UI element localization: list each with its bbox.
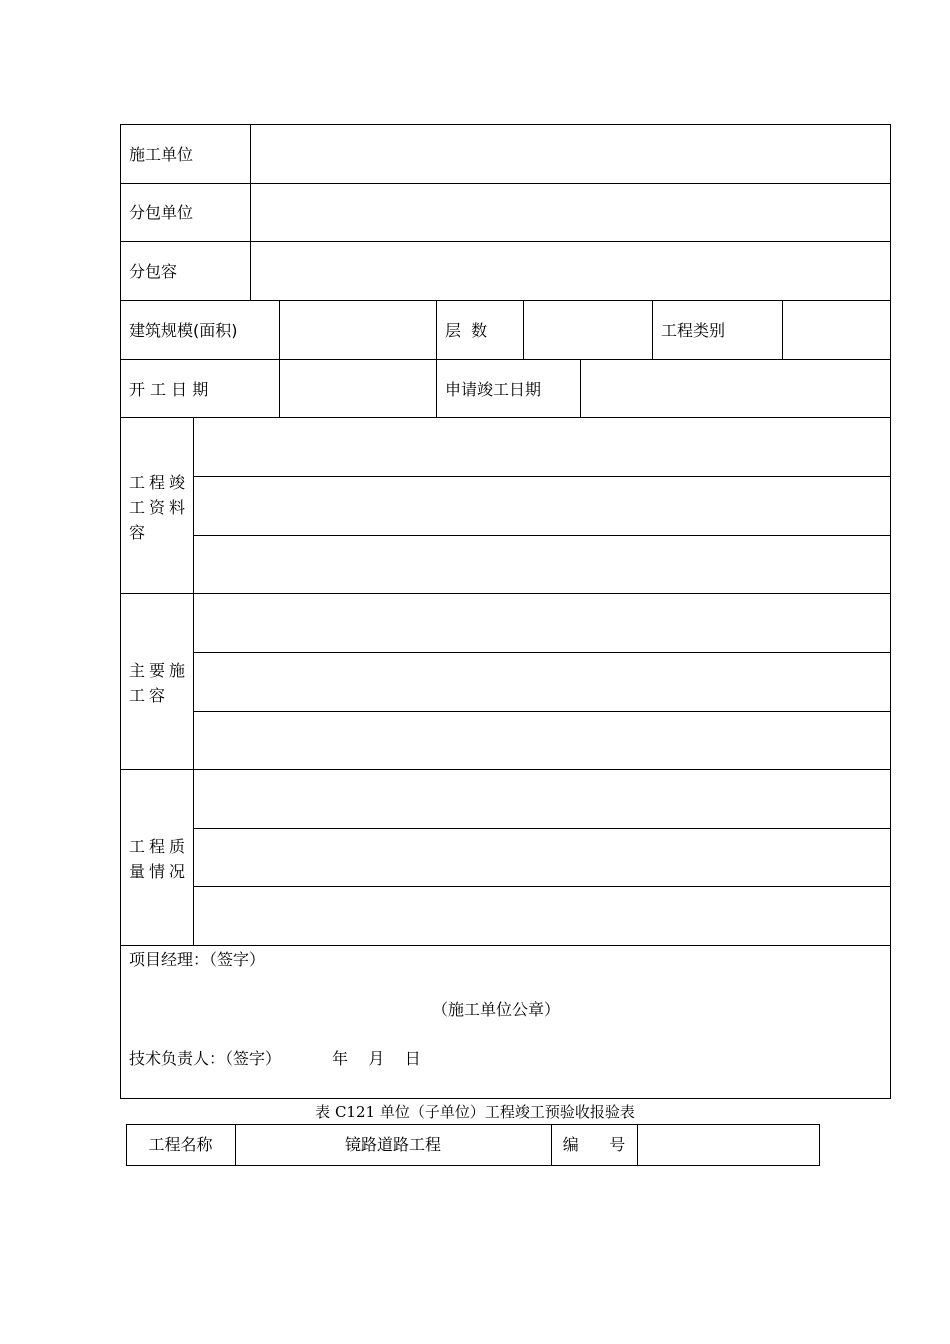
- row-divider: [120, 593, 891, 594]
- next-form-caption: 表 C121 单位（子单位）工程竣工预验收报验表: [315, 1103, 635, 1121]
- sign-project-manager: 项目经理：（签字）: [129, 950, 266, 969]
- row-divider: [120, 417, 891, 418]
- sign-date: 年 月 日: [332, 1049, 421, 1068]
- label-start-date: 开 工 日 期: [129, 380, 209, 399]
- row-divider: [193, 652, 891, 653]
- row-divider: [120, 300, 891, 301]
- row-divider: [193, 476, 891, 477]
- sign-unit-seal: （施工单位公章）: [432, 1000, 561, 1019]
- label-subcontract-unit: 分包单位: [129, 203, 194, 222]
- label-project-name: 工程名称: [148, 1135, 213, 1154]
- col-divider: [250, 124, 251, 300]
- col-divider: [652, 300, 653, 359]
- col-divider: [580, 359, 581, 417]
- label-quality: 工程质量情况: [129, 837, 190, 881]
- label-main-construction: 主要施工容: [129, 661, 190, 705]
- col-divider: [782, 300, 783, 359]
- row-divider: [193, 886, 891, 887]
- label-construction-unit: 施工单位: [129, 145, 194, 164]
- sign-tech-lead: 技术负责人：（签字）: [129, 1049, 282, 1068]
- label-subcontract-content: 分包容: [129, 262, 178, 281]
- label-building-scale: 建筑规模(面积): [129, 321, 238, 340]
- project-name-value: 镜路道路工程: [344, 1135, 441, 1154]
- label-project-category: 工程类别: [661, 321, 726, 340]
- row-divider: [120, 769, 891, 770]
- col-divider: [637, 1124, 638, 1166]
- row-divider: [120, 183, 891, 184]
- col-divider: [523, 300, 524, 359]
- label-number: 编 号: [562, 1135, 626, 1154]
- row-divider: [193, 711, 891, 712]
- label-apply-completion-date: 申请竣工日期: [445, 380, 542, 399]
- row-divider: [193, 828, 891, 829]
- col-divider: [279, 300, 280, 417]
- row-divider: [120, 359, 891, 360]
- col-divider: [436, 300, 437, 417]
- row-divider: [193, 535, 891, 536]
- label-completion-docs: 工程竣工资料容: [129, 473, 190, 542]
- row-divider: [120, 945, 891, 946]
- col-divider: [193, 417, 194, 945]
- label-floors: 层 数: [445, 321, 488, 340]
- row-divider: [120, 241, 891, 242]
